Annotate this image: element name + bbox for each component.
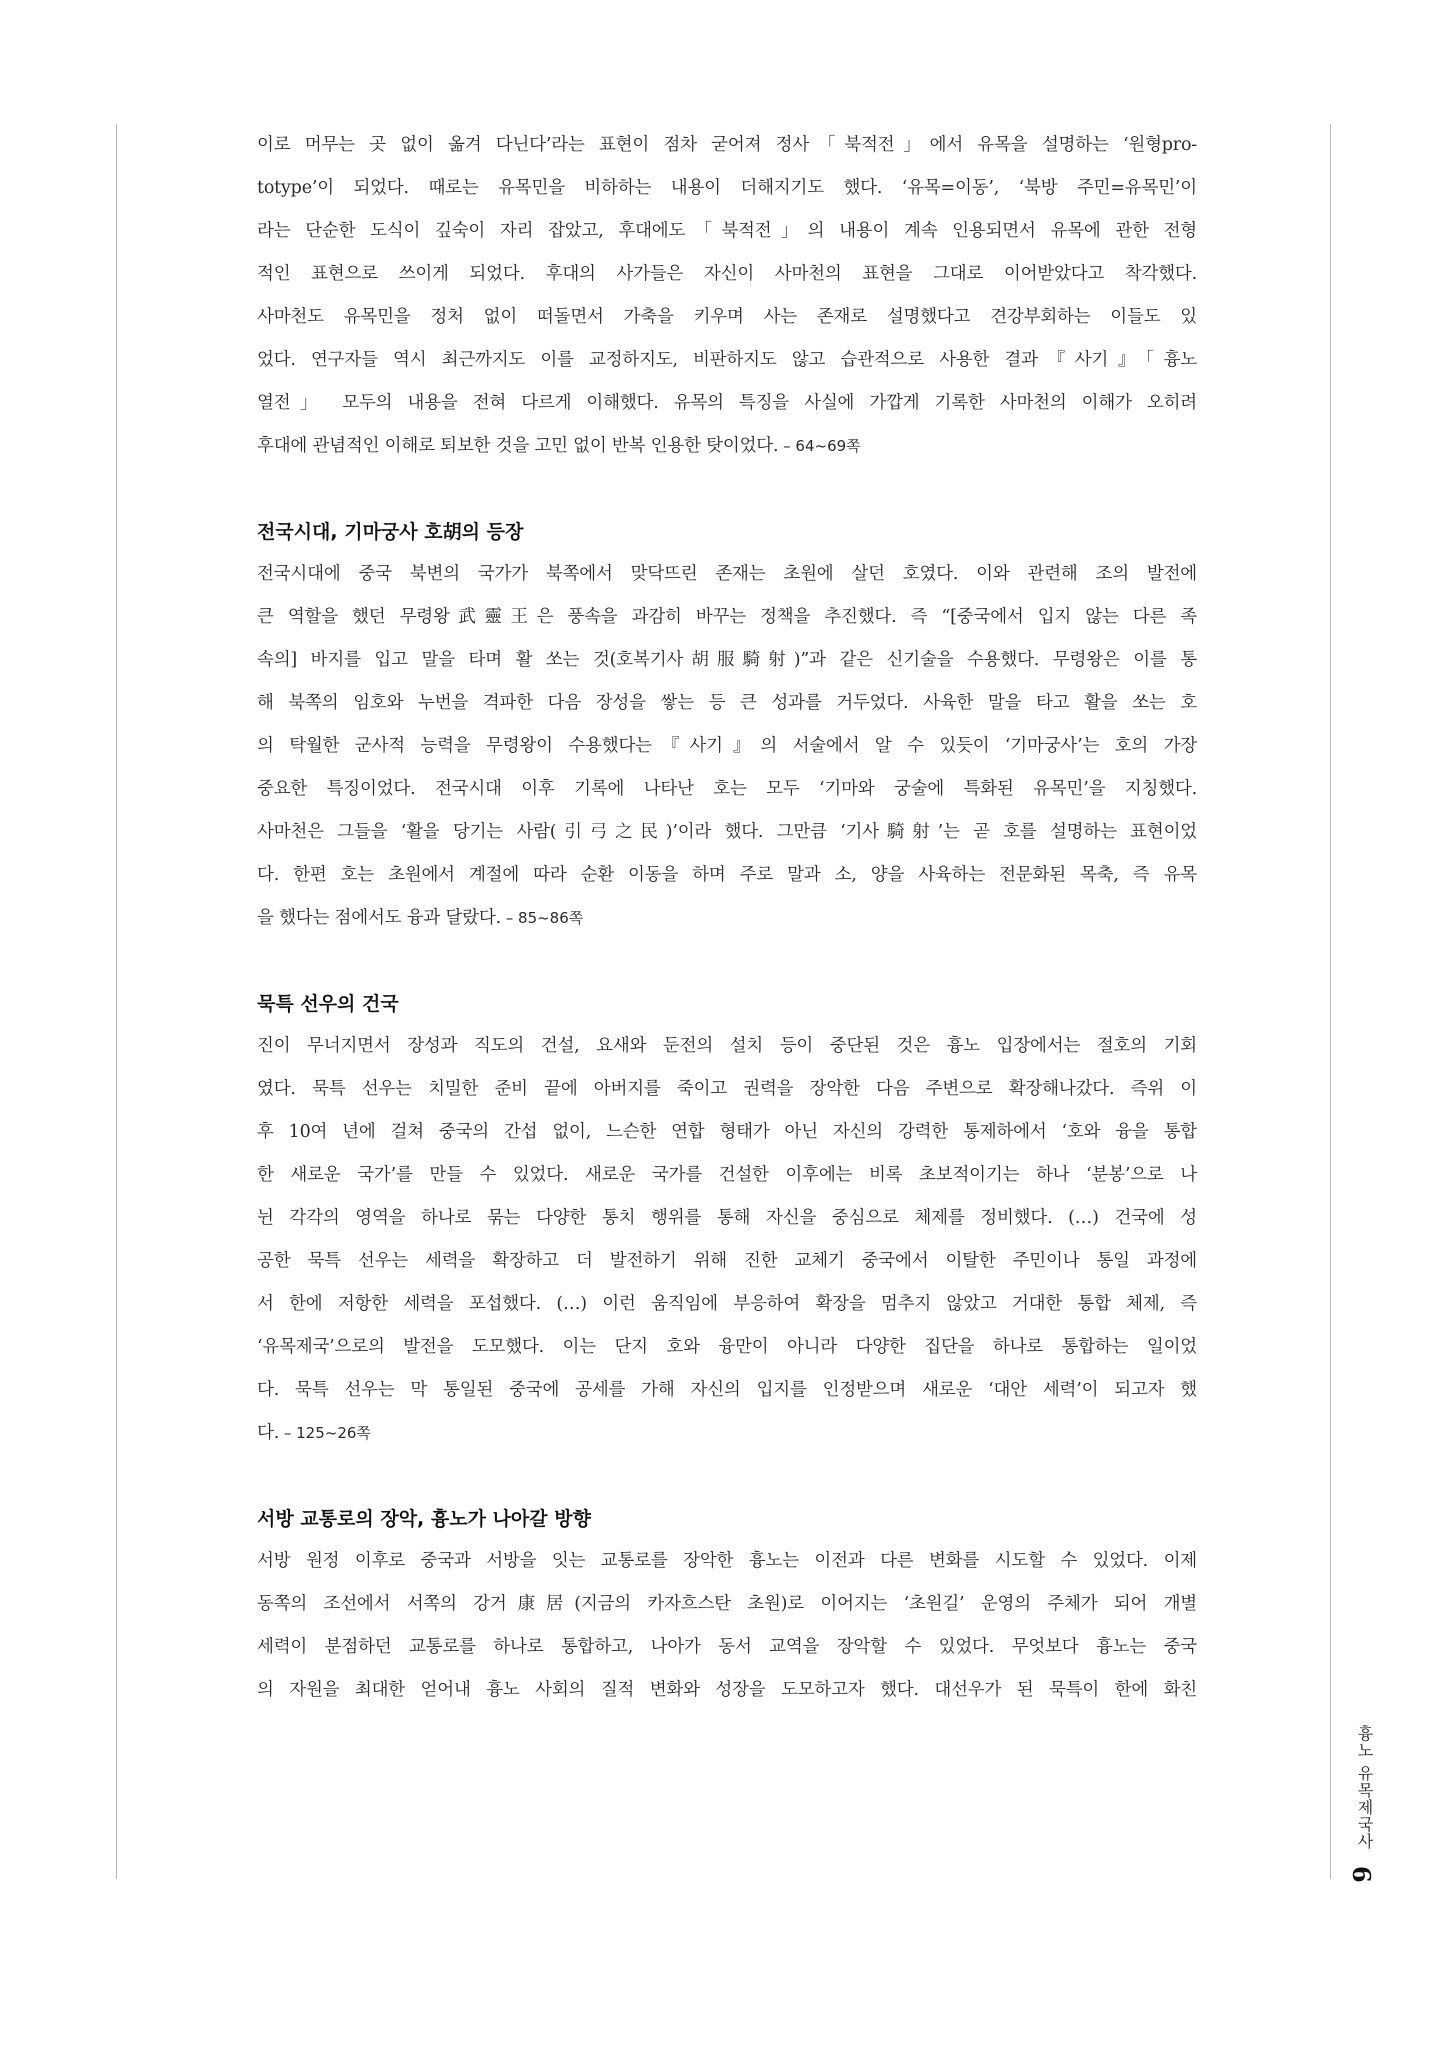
body-line: 다. 한편 호는 초원에서 계절에 따라 순환 이동을 하며 주로 말과 소, 양을 사육하는 전문화된 목축, 즉 유목 (257, 865, 1197, 885)
section-heading: 전국시대, 기마궁사 호胡의 등장 (257, 521, 524, 543)
page-body (257, 124, 1197, 1712)
body-line: 였다. 묵특 선우는 치밀한 준비 끝에 아버지를 죽이고 권력을 장악한 다음 주변으로 확장해나갔다. 즉위 이 (257, 1079, 1197, 1099)
running-head: 흉노 유목제국사 (1355, 1725, 1374, 1851)
body-line: 후 10여 년에 걸쳐 중국의 간섭 없이, 느슨한 연합 형태가 아닌 자신의 강력한 통제하에서 ‘호와 융을 통합 (257, 1122, 1197, 1142)
section-heading: 서방 교통로의 장악, 흉노가 나아갈 방향 (257, 1508, 591, 1530)
body-text: 다. (257, 1423, 280, 1443)
body-line: 의 탁월한 군사적 능력을 무령왕이 수용했다는『사기』의 서술에서 알 수 있듯이 ‘기마궁사’는 호의 가장 (257, 736, 1197, 756)
body-line: 진이 무너지면서 장성과 직도의 건설, 요새와 둔전의 설치 등이 중단된 것은 흉노 입장에서는 절호의 기회 (257, 1036, 1197, 1056)
page-number: 6 (1347, 1865, 1376, 1883)
body-line: 적인 표현으로 쓰이게 되었다. 후대의 사가들은 자신이 사마천의 표현을 그대로 이어받았다고 착각했다. (257, 264, 1197, 284)
right-margin-rule (1330, 124, 1331, 1879)
section-continuation (257, 124, 1197, 468)
body-line: 동쪽의 조선에서 서쪽의 강거康居(지금의 카자흐스탄 초원)로 이어지는 ‘초원길’ 운영의 주체가 되어 개별 (257, 1594, 1197, 1614)
body-line: 전국시대에 중국 북변의 국가가 북쪽에서 맞닥뜨린 존재는 초원에 살던 호였다. 이와 관련해 조의 발전에 (257, 564, 1197, 584)
body-line: 속의] 바지를 입고 말을 타며 활 쏘는 것(호복기사胡服騎射)”과 같은 신기술을 수용했다. 무령왕은 이를 통 (257, 650, 1197, 670)
body-line: 중요한 특징이었다. 전국시대 이후 기록에 나타난 호는 모두 ‘기마와 궁술에 특화된 유목민’을 지칭했다. (257, 779, 1197, 799)
body-line: 었다. 연구자들 역시 최근까지도 이를 교정하지도, 비판하지도 않고 습관적으로 사용한 결과『사기』「흉노 (257, 350, 1197, 370)
body-line: 사마천은 그들을 ‘활을 당기는 사람(引弓之民)’이라 했다. 그만큼 ‘기사騎射’는 곧 호를 설명하는 표현이었 (257, 822, 1197, 842)
section-heading: 묵특 선우의 건국 (257, 993, 399, 1015)
body-line: ‘유목제국’으로의 발전을 도모했다. 이는 단지 호와 융만이 아니라 다양한 집단을 하나로 통합하는 일이었 (257, 1337, 1197, 1357)
body-line: 라는 단순한 도식이 깊숙이 자리 잡았고, 후대에도「북적전」의 내용이 계속 인용되면서 유목에 관한 전형 (257, 221, 1197, 241)
left-margin-rule (116, 124, 117, 1879)
body-last-line (257, 1412, 1197, 1455)
section-warring-states (257, 511, 1197, 940)
body-last-line (257, 897, 1197, 940)
body-line: 의 자원을 최대한 얻어내 흉노 사회의 질적 변화와 성장을 도모하고자 했다. 대선우가 된 묵특이 한에 화친 (257, 1680, 1197, 1700)
body-line: totype’이 되었다. 때로는 유목민을 비하하는 내용이 더해지기도 했다. ‘유목=이동’, ‘북방 주민=유목민’이 (257, 178, 1197, 198)
section-western-routes (257, 1498, 1197, 1712)
page-reference: – 85~86쪽 (500, 909, 584, 927)
body-line: 뉜 각각의 영역을 하나로 묶는 다양한 통치 행위를 통해 자신을 중심으로 체제를 정비했다. (…) 건국에 성 (257, 1208, 1197, 1228)
page-reference: – 125~26쪽 (279, 1424, 371, 1442)
body-line: 서방 원정 이후로 중국과 서방을 잇는 교통로를 장악한 흉노는 이전과 다른 변화를 시도할 수 있었다. 이제 (257, 1551, 1197, 1571)
body-text: 후대에 관념적인 이해로 퇴보한 것을 고민 없이 반복 인용한 탓이었다. (257, 436, 779, 456)
body-line: 큰 역할을 했던 무령왕武靈王은 풍속을 과감히 바꾸는 정책을 추진했다. 즉 “[중국에서 입지 않는 다른 족 (257, 607, 1197, 627)
body-line: 해 북쪽의 임호와 누번을 격파한 다음 장성을 쌓는 등 큰 성과를 거두었다. 사육한 말을 타고 활을 쏘는 호 (257, 693, 1197, 713)
section-modu-chanyu (257, 983, 1197, 1455)
body-text: 을 했다는 점에서도 융과 달랐다. (257, 908, 501, 928)
page-reference: – 64~69쪽 (778, 437, 861, 455)
body-line: 한 새로운 국가’를 만들 수 있었다. 새로운 국가를 건설한 이후에는 비록 초보적이기는 하나 ‘분봉’으로 나 (257, 1165, 1197, 1185)
body-line: 사마천도 유목민을 정처 없이 떠돌면서 가축을 키우며 사는 존재로 설명했다고 견강부회하는 이들도 있 (257, 307, 1197, 327)
body-last-line (257, 425, 1197, 468)
body-line: 공한 묵특 선우는 세력을 확장하고 더 발전하기 위해 진한 교체기 중국에서 이탈한 주민이나 통일 과정에 (257, 1251, 1197, 1271)
body-line: 다. 묵특 선우는 막 통일된 중국에 공세를 가해 자신의 입지를 인정받으며 새로운 ‘대안 세력’이 되고자 했 (257, 1380, 1197, 1400)
body-line: 이로 머무는 곳 없이 옮겨 다닌다’라는 표현이 점차 굳어져 정사「북적전」에서 유목을 설명하는 ‘원형pro- (257, 135, 1197, 155)
body-line: 열전」 모두의 내용을 전혀 다르게 이해했다. 유목의 특징을 사실에 가깝게 기록한 사마천의 이해가 오히려 (257, 393, 1197, 413)
body-line: 서 한에 저항한 세력을 포섭했다. (…) 이런 움직임에 부응하여 확장을 멈추지 않았고 거대한 통합 체제, 즉 (257, 1294, 1197, 1314)
body-line: 세력이 분점하던 교통로를 하나로 통합하고, 나아가 동서 교역을 장악할 수 있었다. 무엇보다 흉노는 중국 (257, 1637, 1197, 1657)
